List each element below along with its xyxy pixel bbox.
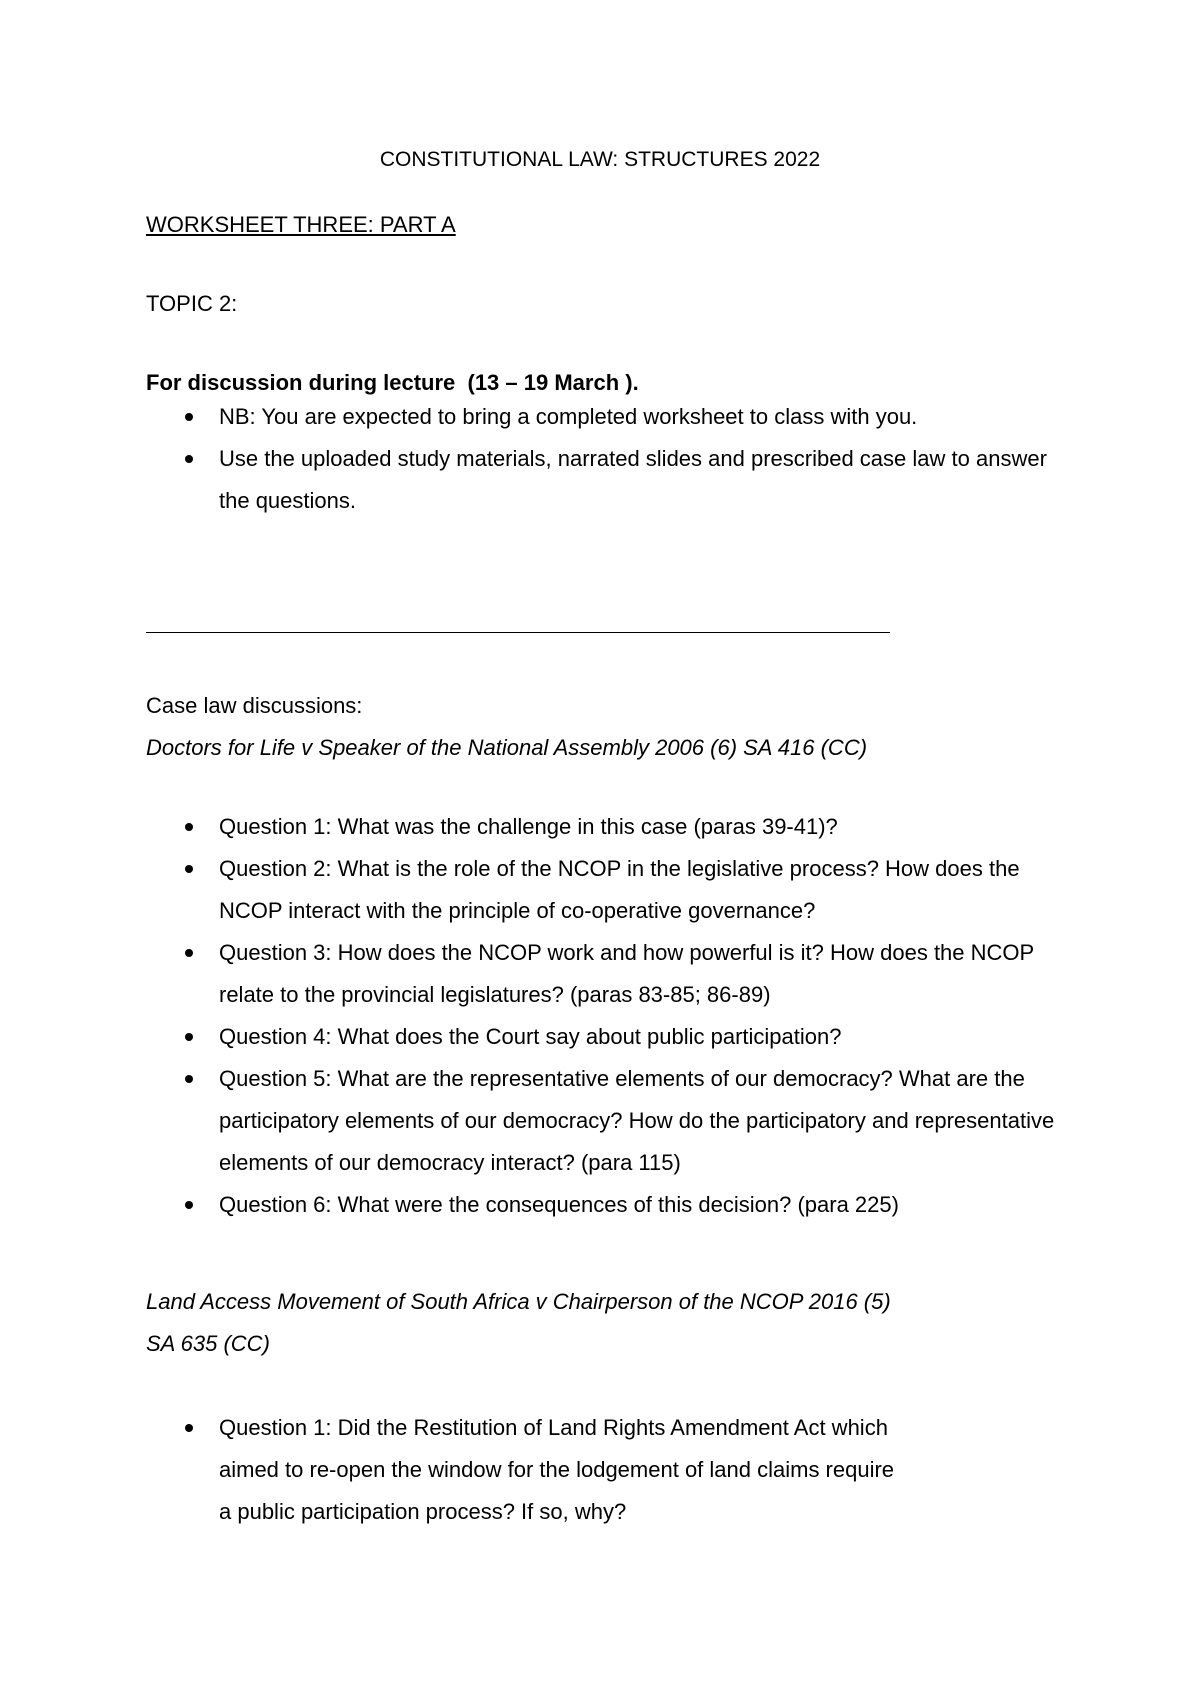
list-item (146, 1016, 1076, 1058)
list-item (146, 1407, 1076, 1533)
case1-questions-list (146, 806, 1076, 1226)
case2-citation-line2: SA 635 (CC) (146, 1331, 270, 1356)
case-law-label: Case law discussions: (146, 693, 363, 718)
topic-heading: TOPIC 2: (146, 291, 238, 316)
bullet-icon (185, 1033, 193, 1041)
bullet-icon (185, 823, 193, 831)
list-item (146, 1058, 1076, 1184)
list-item (146, 848, 1076, 932)
question-text: Question 2: What is the role of the NCOP in the legislative process? How does the NCOP interact with the principle of co-operative governance? (219, 856, 1020, 923)
list-item (146, 806, 1076, 848)
bullet-icon (185, 1424, 193, 1432)
document-title: CONSTITUTIONAL LAW: STRUCTURES 2022 (379, 148, 821, 171)
list-item (146, 1184, 1076, 1226)
question-text: Question 1: What was the challenge in this case (paras 39-41)? (219, 814, 838, 839)
question-text: Question 4: What does the Court say about public participation? (219, 1024, 842, 1049)
question-text: Question 5: What are the representative elements of our democracy? What are the participatory elements of our democracy? How do the participatory and representative elements of our democracy interact? (para 115) (219, 1066, 1055, 1175)
instruction-text: NB: You are expected to bring a completed worksheet to class with you. (219, 404, 918, 429)
bullet-icon (185, 949, 193, 957)
worksheet-heading: WORKSHEET THREE: PART A (146, 212, 456, 237)
list-item (146, 932, 1076, 1016)
list-item (146, 438, 1076, 522)
bullet-icon (185, 413, 193, 421)
case2-citation-line1: Land Access Movement of South Africa v Chairperson of the NCOP 2016 (5) (146, 1289, 891, 1314)
question-text: Question 3: How does the NCOP work and how powerful is it? How does the NCOP relate to the provincial legislatures? (paras 83-85; 86-89) (219, 940, 1034, 1007)
question-text: Question 1: Did the Restitution of Land Rights Amendment Act which aimed to re-open the window for the lodgement of land claims require a public participation process? If so, why? (219, 1415, 895, 1524)
bullet-icon (185, 1201, 193, 1209)
list-item (146, 396, 1076, 438)
case1-citation: Doctors for Life v Speaker of the National Assembly 2006 (6) SA 416 (CC) (146, 735, 868, 760)
instruction-text: Use the uploaded study materials, narrated slides and prescribed case law to answer the questions. (219, 446, 1047, 513)
bullet-icon (185, 865, 193, 873)
bullet-icon (185, 455, 193, 463)
case2-questions-list (146, 1407, 1076, 1533)
bullet-icon (185, 1075, 193, 1083)
case2-citation (146, 1281, 1076, 1365)
divider-line (146, 632, 890, 633)
discussion-heading: For discussion during lecture (13 – 19 March ). (146, 370, 639, 395)
instructions-list (146, 396, 1076, 522)
question-text: Question 6: What were the consequences of this decision? (para 225) (219, 1192, 899, 1217)
